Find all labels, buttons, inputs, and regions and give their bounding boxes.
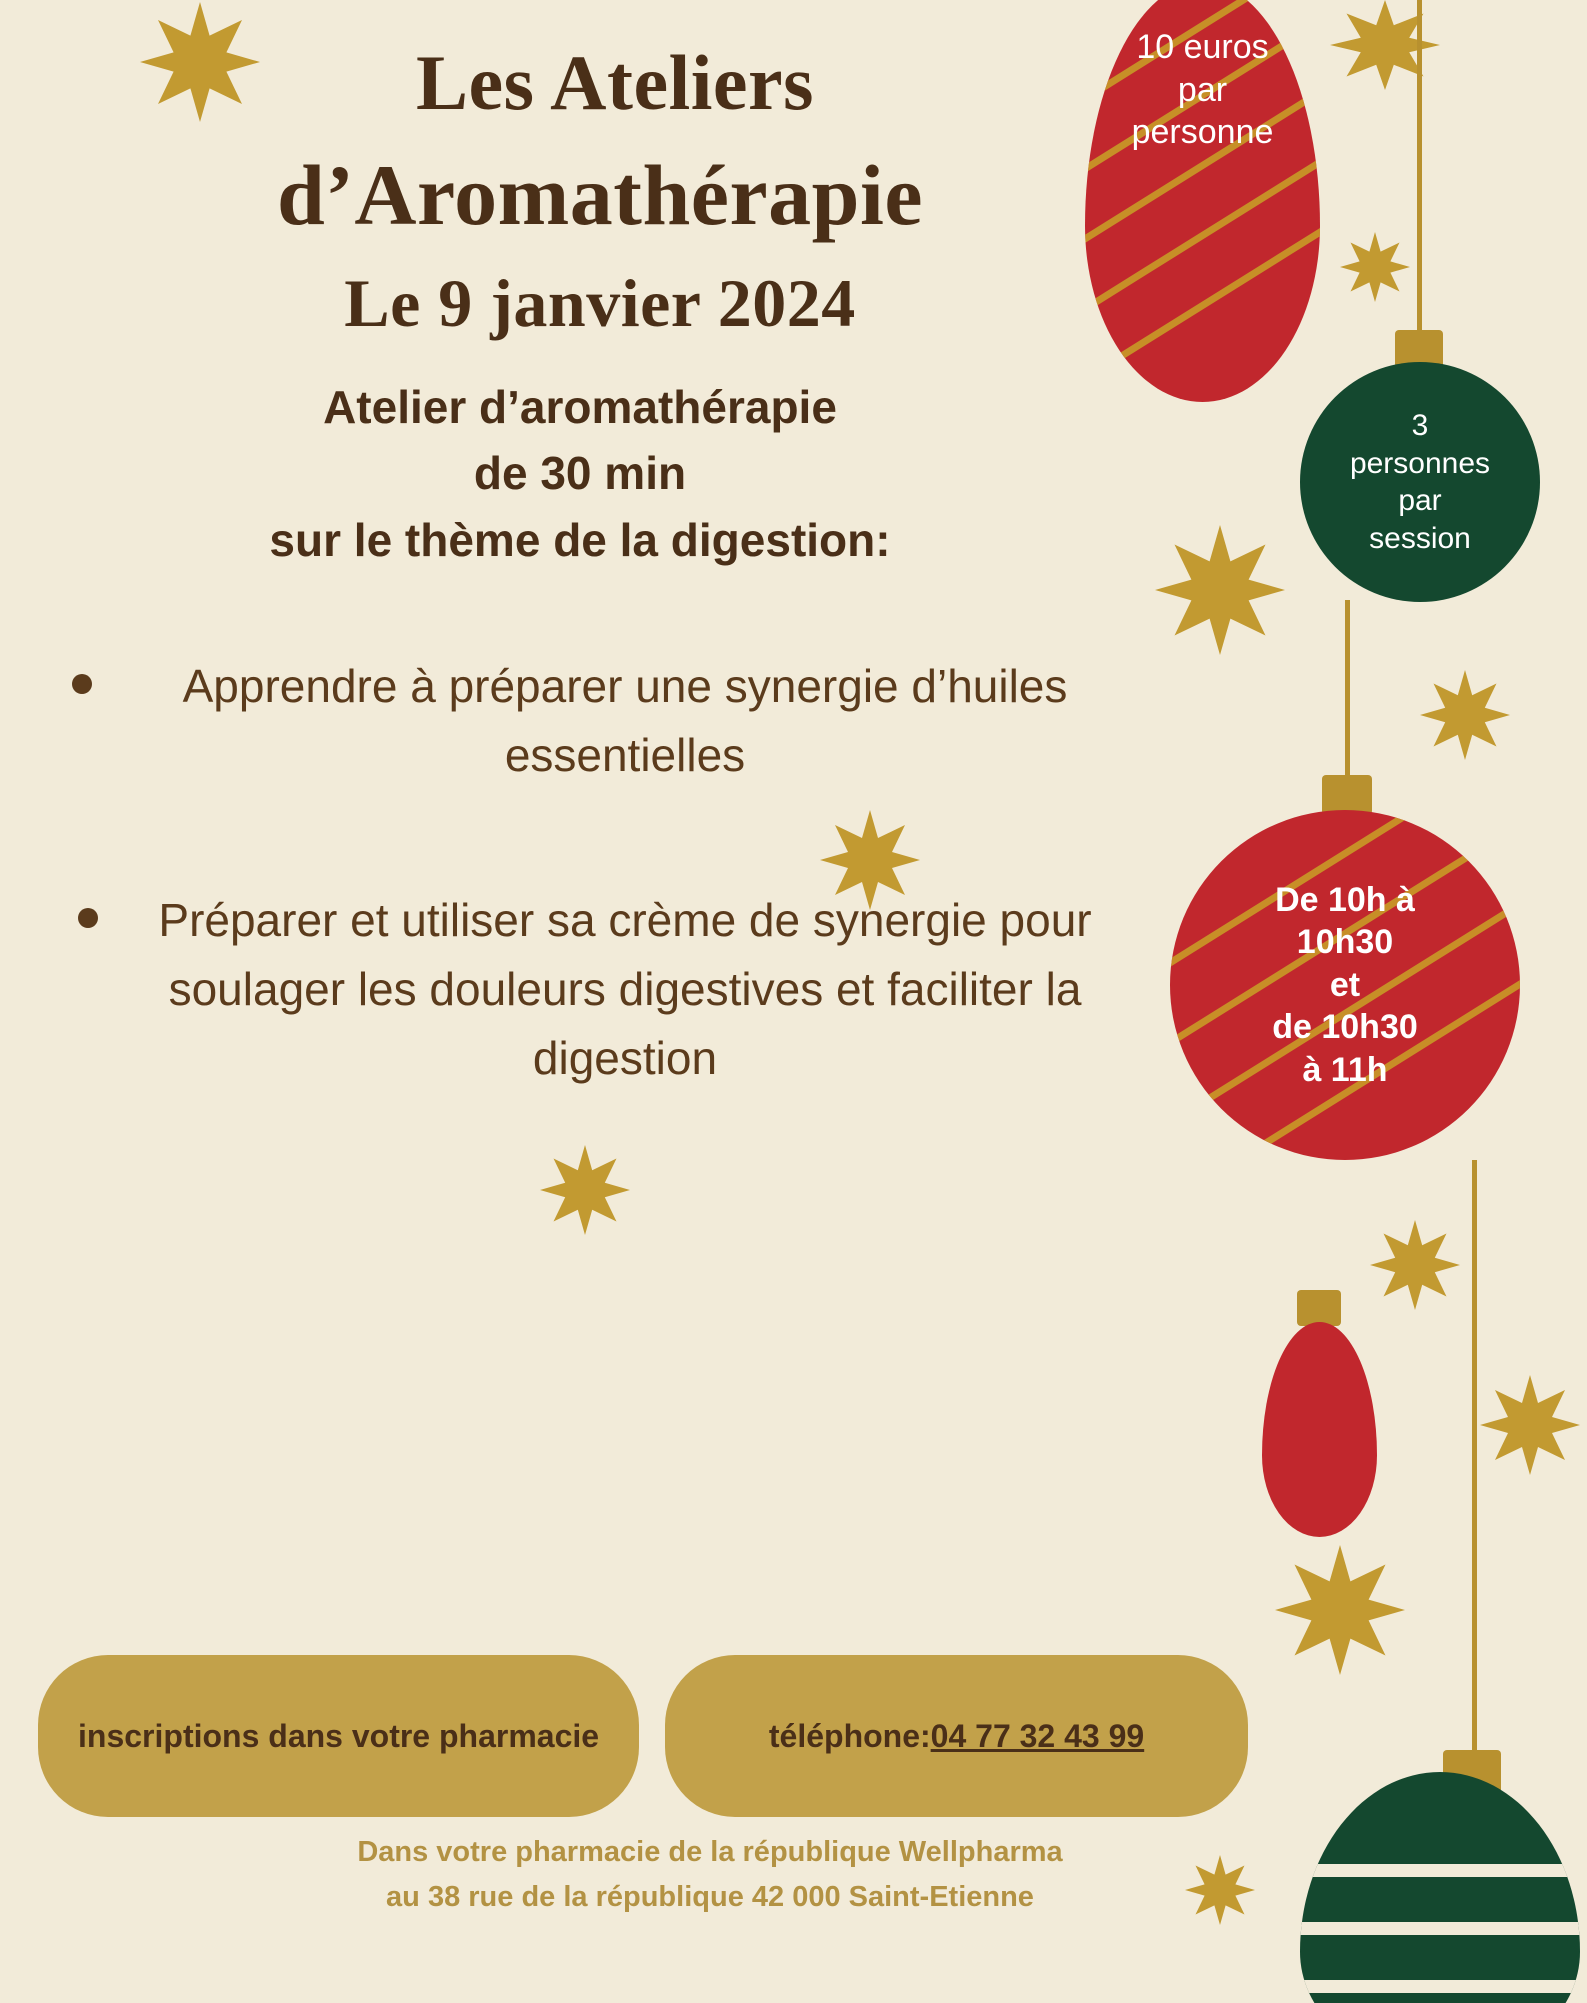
footer-line-2: au 38 rue de la république 42 000 Saint-Etienne	[386, 1880, 1034, 1913]
price-line-1: 10 euros	[1136, 28, 1269, 66]
ornament-cord	[1417, 0, 1422, 330]
capacity-line-4: session	[1369, 521, 1471, 555]
schedule-line-3: et	[1329, 965, 1361, 1004]
ornament-cap	[1322, 775, 1372, 815]
ornament-cord	[1472, 1160, 1477, 1760]
subtitle-line-3: sur le thème de la digestion:	[269, 513, 891, 566]
price-line-2: par	[1177, 70, 1228, 109]
ornament-cord	[1345, 600, 1350, 780]
star-icon	[1370, 1220, 1460, 1310]
contact-pills	[38, 1655, 1248, 1817]
small-teardrop-ornament	[1262, 1322, 1377, 1537]
ornament-cap	[1297, 1290, 1341, 1326]
schedule-line-2: 10h30	[1296, 923, 1394, 962]
list-item-label: Préparer et utiliser sa crème de synergie pour soulager les douleurs digestives et faciliter la digestion	[158, 893, 1092, 1084]
schedule-ornament	[1170, 810, 1520, 1160]
star-icon	[1330, 0, 1440, 90]
event-date: Le 9 janvier 2024	[344, 265, 856, 342]
star-icon	[1340, 232, 1410, 302]
capacity-line-1: 3	[1411, 409, 1429, 442]
address-footer	[0, 1830, 1420, 1920]
phone-pill[interactable]	[665, 1655, 1248, 1817]
schedule-line-5: à 11h	[1302, 1050, 1388, 1089]
page-title-line-1: Les Ateliers	[415, 39, 815, 126]
price-line-3: personne	[1131, 113, 1274, 151]
ornament-stripe	[1300, 1980, 1580, 1993]
capacity-ornament	[1300, 362, 1540, 602]
registration-label: inscriptions dans votre pharmacie	[78, 1717, 600, 1754]
subtitle-line-2: de 30 min	[473, 447, 687, 500]
page-title-line-2: d’Aromathérapie	[276, 146, 924, 243]
capacity-line-3: par	[1398, 484, 1442, 517]
poster-text-column	[0, 0, 1190, 1109]
list-item	[0, 652, 1190, 790]
star-icon	[1420, 670, 1510, 760]
ornament-stripe	[1300, 1922, 1580, 1935]
star-icon	[540, 1145, 630, 1235]
list-item	[0, 886, 1190, 1093]
program-list	[0, 652, 1190, 1093]
registration-pill[interactable]	[38, 1655, 639, 1817]
phone-label: téléphone:	[768, 1717, 931, 1754]
bullet-dot-icon	[72, 674, 92, 694]
schedule-line-1: De 10h à	[1275, 880, 1415, 919]
bullet-dot-icon	[78, 908, 98, 928]
subtitle-line-1: Atelier d’aromathérapie	[323, 380, 837, 433]
star-icon	[1480, 1375, 1580, 1475]
event-subtitle	[0, 374, 1190, 574]
star-icon	[1275, 1545, 1405, 1675]
list-item-label: Apprendre à préparer une synergie d’huiles essentielles	[182, 659, 1068, 781]
schedule-line-4: de 10h30	[1272, 1008, 1418, 1047]
phone-number[interactable]: 04 77 32 43 99	[930, 1717, 1145, 1754]
footer-line-1: Dans votre pharmacie de la république Wellpharma	[357, 1836, 1063, 1868]
capacity-line-2: personnes	[1349, 446, 1491, 480]
